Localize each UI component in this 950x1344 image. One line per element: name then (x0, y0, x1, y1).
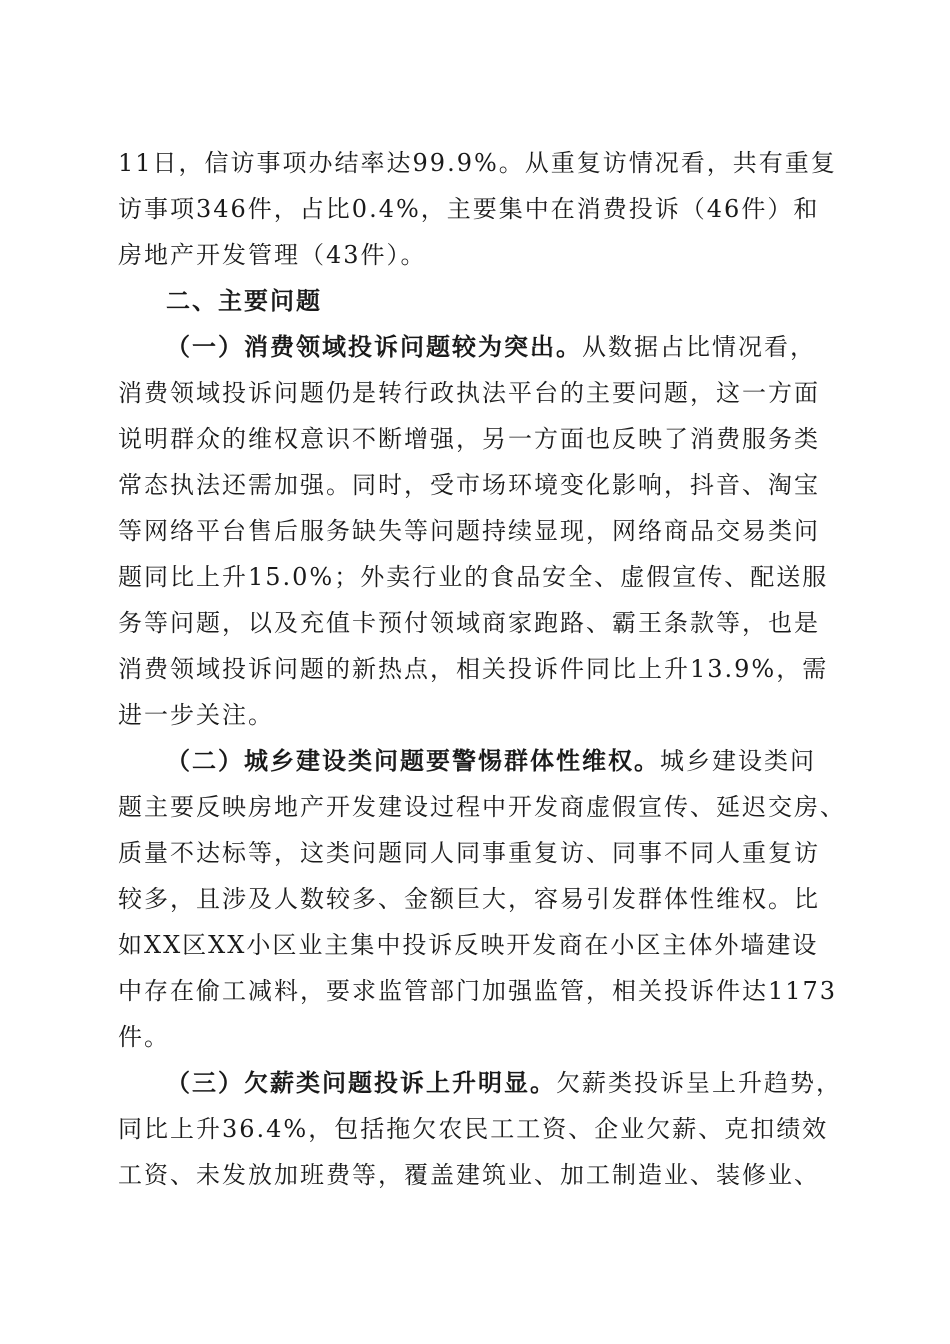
paragraph-first-line (166, 1068, 842, 1098)
paragraph-first-line (166, 746, 816, 776)
paragraph-text: 从数据占比情况看， (582, 333, 816, 361)
paragraph-line: 如XX区XX小区业主集中投诉反映开发商在小区主体外墙建设 (118, 931, 819, 959)
paragraph-lead: （一）消费领域投诉问题较为突出。 (166, 333, 582, 361)
paragraph-line: 中存在偷工减料，要求监管部门加强监管，相关投诉件达1173 (118, 977, 838, 1005)
paragraph-line: 消费领域投诉问题仍是转行政执法平台的主要问题，这一方面 (118, 379, 820, 407)
section-heading: 二、主要问题 (166, 287, 322, 315)
paragraph-lead: （三）欠薪类问题投诉上升明显。 (166, 1069, 556, 1097)
paragraph-line: 消费领域投诉问题的新热点，相关投诉件同比上升13.9%，需 (118, 655, 829, 683)
paragraph-line: 11日，信访事项办结率达99.9%。从重复访情况看，共有重复 (118, 149, 837, 177)
paragraph-line: 件。 (118, 1023, 170, 1051)
paragraph-first-line (166, 332, 816, 362)
paragraph-line: 同比上升36.4%，包括拖欠农民工工资、企业欠薪、克扣绩效 (118, 1115, 829, 1143)
paragraph-line: 访事项346件，占比0.4%，主要集中在消费投诉（46件）和 (118, 195, 820, 223)
paragraph-line: 工资、未发放加班费等，覆盖建筑业、加工制造业、装修业、 (118, 1161, 820, 1189)
paragraph-text: 欠薪类投诉呈上升趋势， (556, 1069, 842, 1097)
paragraph-line: 等网络平台售后服务缺失等问题持续显现，网络商品交易类问 (118, 517, 820, 545)
paragraph-line: 房地产开发管理（43件）。 (118, 241, 427, 269)
paragraph-line: 务等问题，以及充值卡预付领域商家跑路、霸王条款等，也是 (118, 609, 820, 637)
paragraph-line: 质量不达标等，这类问题同人同事重复访、同事不同人重复访 (118, 839, 820, 867)
paragraph-line: 题主要反映房地产开发建设过程中开发商虚假宣传、延迟交房、 (118, 793, 846, 821)
paragraph-line: 题同比上升15.0%；外卖行业的食品安全、虚假宣传、配送服 (118, 563, 829, 591)
paragraph-line: 说明群众的维权意识不断增强，另一方面也反映了消费服务类 (118, 425, 820, 453)
paragraph-line: 进一步关注。 (118, 701, 274, 729)
paragraph-text: 城乡建设类问 (660, 747, 816, 775)
paragraph-lead: （二）城乡建设类问题要警惕群体性维权。 (166, 747, 660, 775)
paragraph-line: 较多，且涉及人数较多、金额巨大，容易引发群体性维权。比 (118, 885, 820, 913)
paragraph-line: 常态执法还需加强。同时，受市场环境变化影响，抖音、淘宝 (118, 471, 820, 499)
